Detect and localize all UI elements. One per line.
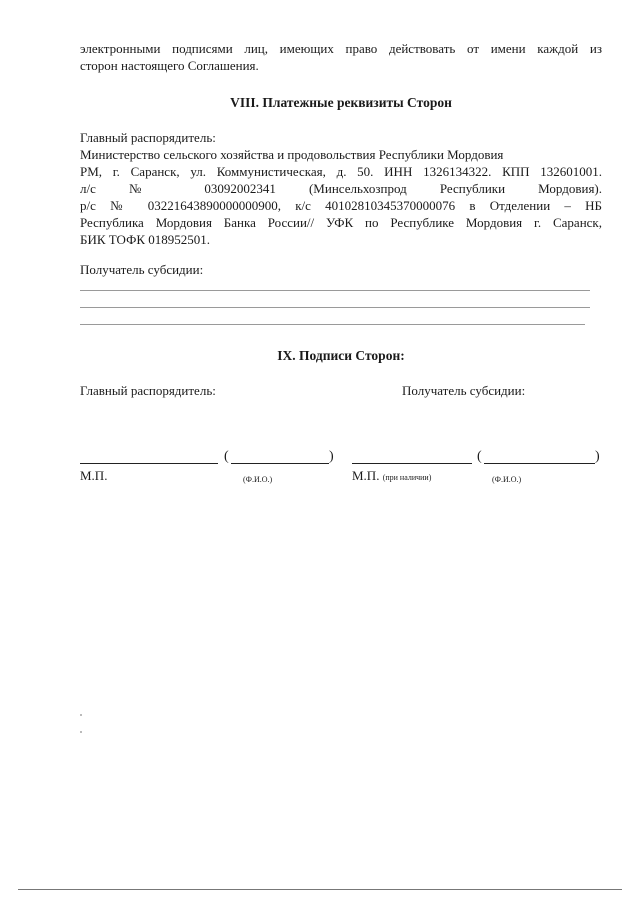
left-fio-caption: (Ф.И.О.) xyxy=(243,475,273,484)
right-fio-caption: (Ф.И.О.) xyxy=(492,475,522,484)
section-8-title: VIII. Платежные реквизиты Сторон xyxy=(230,95,452,110)
sign-distributor-label: Главный распорядитель: xyxy=(80,383,216,398)
page-bottom-edge xyxy=(18,889,622,890)
right-stamp-text: М.П. xyxy=(352,468,380,483)
right-signature-line xyxy=(352,463,472,464)
right-fio-line xyxy=(484,463,595,464)
recipient-label: Получатель субсидии: xyxy=(80,262,204,277)
left-stamp-label: М.П. xyxy=(80,468,108,483)
right-stamp-note: (при наличии) xyxy=(382,473,432,482)
scan-speck xyxy=(80,714,82,716)
left-signature-line xyxy=(80,463,218,464)
recipient-blank-line-2 xyxy=(80,307,590,308)
right-fio-paren-open: ( xyxy=(477,449,482,464)
sign-recipient-label: Получатель субсидии: xyxy=(402,383,526,398)
left-fio-line xyxy=(231,463,329,464)
distributor-address: РМ, г. Саранск, ул. Коммунистическая, д. 50. ИНН 1326134322. КПП 132601001. xyxy=(80,164,602,179)
distributor-label: Главный распорядитель: xyxy=(80,130,216,145)
right-stamp-label xyxy=(352,467,431,486)
left-fio-paren-close: ) xyxy=(329,449,334,464)
distributor-bik: БИК ТОФК 018952501. xyxy=(80,232,211,247)
left-fio-paren-open: ( xyxy=(224,449,229,464)
intro-line-1: электронными подписями лиц, имеющих право действовать от имени каждой из xyxy=(80,41,602,56)
distributor-name: Министерство сельского хозяйства и продовольствия Республики Мордовия xyxy=(80,147,504,162)
right-fio-paren-close: ) xyxy=(595,449,600,464)
distributor-account: л/с № 03092002341 (Минсельхозпрод Республики Мордовия). xyxy=(80,181,602,196)
recipient-blank-line-1 xyxy=(80,290,590,291)
scan-speck xyxy=(80,731,82,733)
recipient-blank-line-3 xyxy=(80,324,585,325)
intro-line-2: сторон настоящего Соглашения. xyxy=(80,58,259,73)
distributor-bank-account: р/с № 03221643890000000900, к/с 40102810345370000076 в Отделении – НБ xyxy=(80,198,602,213)
section-9-title: IX. Подписи Сторон: xyxy=(277,348,405,363)
distributor-bank-name: Республика Мордовия Банка России// УФК по Республике Мордовия г. Саранск, xyxy=(80,215,602,230)
